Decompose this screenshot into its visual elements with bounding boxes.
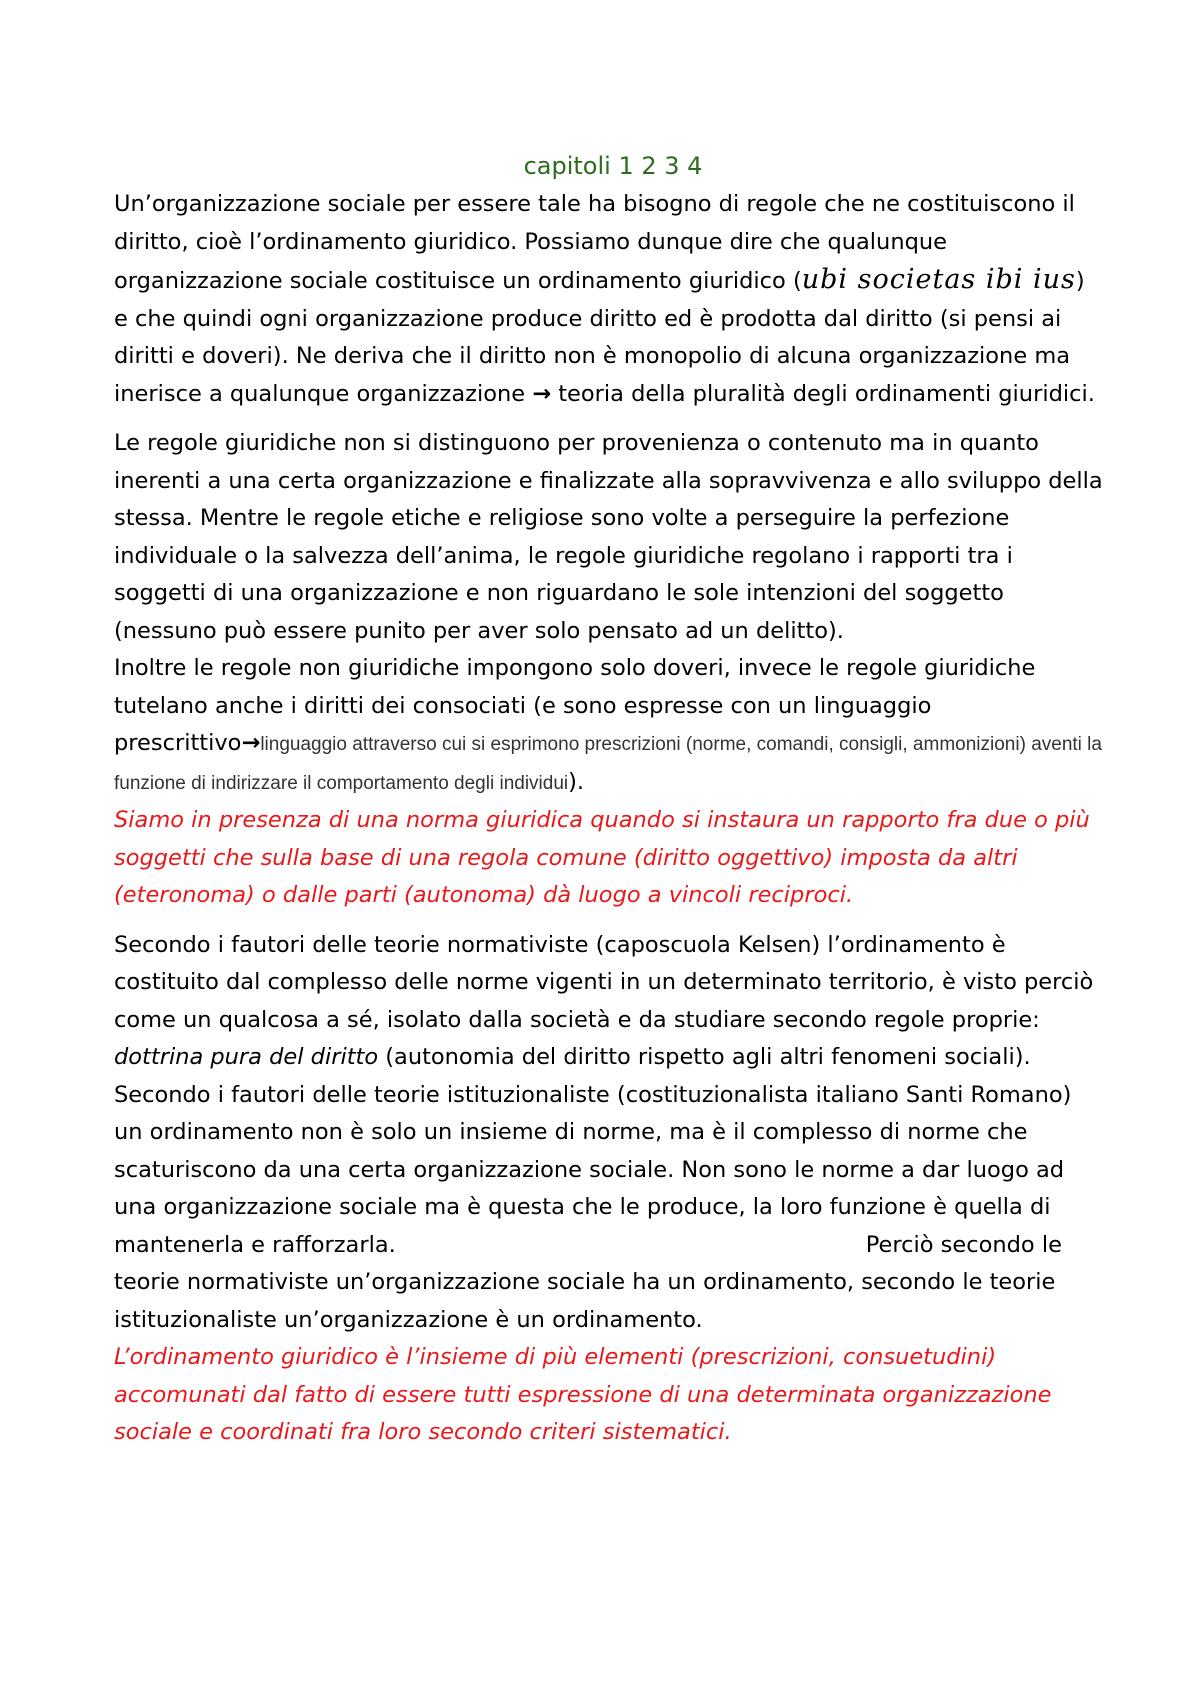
highlight-ordinamento-giuridico: L’ordinamento giuridico è l’insieme di più elementi (prescrizioni, consuetudini) accomunati dal fatto di essere tutti espressione di una determinata organizzazione sociale e coordinati fra loro secondo criteri sistematici. [114,1344,1052,1445]
paragraph-regole-giuridiche [114,425,1104,650]
italic-term: dottrina pura del diritto [114,1044,379,1070]
paragraph-text: Secondo i fautori delle teorie normativiste (caposcuola Kelsen) l’ordinamento è costituito dal complesso delle norme vigenti in un determinato territorio, è visto perciò come un qualcosa a sé, isolato dalla società e da studiare secondo regole proprie: [114,931,1094,1033]
highlight-norma-giuridica: Siamo in presenza di una norma giuridica quando si instaura un rapporto fra due o più soggetti che sulla base di una regola comune (diritto oggettivo) imposta da altri (eteronoma) o dalle parti (autonoma) dà luogo a vincoli reciproci. [114,807,1090,908]
latin-phrase: ubi societas ibi ius [801,264,1076,295]
arrow-right-icon: → [241,730,261,756]
paragraph-text: ). [568,768,585,795]
paragraph-text: Secondo i fautori delle teorie istituzionaliste (costituzionalista italiano Santi Romano) un ordinamento non è solo un insieme di norme, ma è il complesso di norme che scaturiscono da una certa organizzazione sociale. Non sono le norme a dar luogo ad una organizzazione sociale ma è questa che le produce, la loro funzione è quella di mantenerla e rafforzarla. [114,1081,1072,1258]
definition-note: linguaggio attraverso cui si esprimono prescrizioni (norme, comandi, consigli, ammonizioni) aventi la funzione di indirizzare il comportamento degli individui [114,734,1102,794]
paragraph-text: Inoltre le regole non giuridiche impongono solo doveri, invece le regole giuridiche tutelano anche i diritti dei consociati (e sono espresse con un linguaggio prescrittivo [114,655,1036,756]
paragraph-text: (autonomia del diritto rispetto agli altri fenomeni sociali). [378,1044,1031,1070]
paragraph-text: Le regole giuridiche non si distinguono per provenienza o contenuto ma in quanto inerenti a una certa organizzazione e finalizzate alla sopravvivenza e allo sviluppo della stessa. Mentre le regole etiche e religiose sono volte a perseguire la perfezione individuale o la salvezza dell’anima, le regole giuridiche regolano i rapporti tra i soggetti di una organizzazione e non riguardano le sole intenzioni del soggetto (nessuno può essere punito per aver solo pensato ad un delitto). [114,430,1103,644]
paragraph-pluralita [114,186,1104,413]
paragraph-istituzionaliste [114,1077,1104,1340]
paragraph-normativiste [114,927,1104,1077]
paragraph-text: teoria della pluralità degli ordinamenti giuridici. [551,380,1095,407]
paragraph-text: ) e che quindi ogni organizzazione produce diritto ed è prodotta dal diritto (si pensi ai diritti e doveri). Ne deriva che il diritto non è monopolio di alcuna organizzazione ma inerisce a qualunque organizzazione [114,268,1085,407]
paragraph-text: Perciò secondo le teorie normativiste un’organizzazione sociale ha un ordinamento, secondo le teorie istituzionaliste un’organizzazione è un ordinamento. [114,1231,1062,1333]
arrow-right-icon: → [532,380,552,407]
document-body [114,146,1104,1452]
paragraph-diritti-doveri [114,650,1104,802]
paragraph-text: Un’organizzazione sociale per essere tale ha bisogno di regole che ne costituiscono il diritto, cioè l’ordinamento giuridico. Possiamo dunque dire che qualunque organizzazione sociale costituisce un ordinamento giuridico ( [114,191,1075,294]
page-title: capitoli 1 2 3 4 [523,152,703,180]
